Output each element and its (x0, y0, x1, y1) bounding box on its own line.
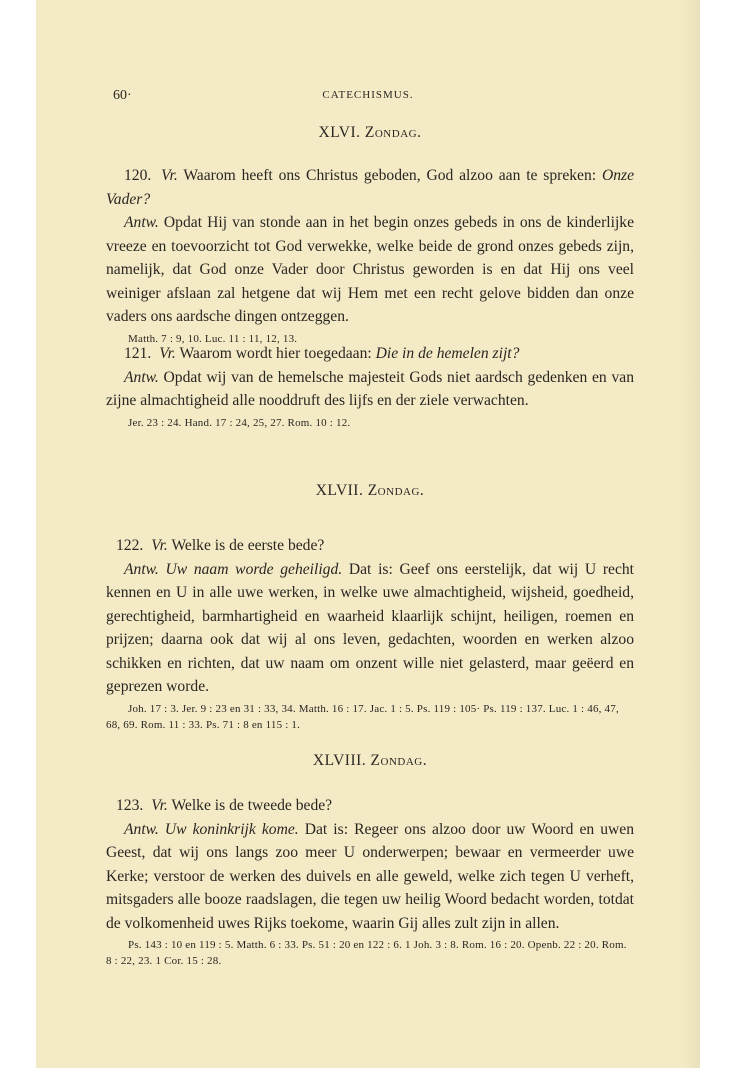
question-label: Vr. (151, 537, 168, 554)
running-title: CATECHISMUS. (322, 89, 414, 101)
question-number: 123. (116, 797, 144, 814)
answer-text: Dat is: Geef ons eerstelijk, dat wij U recht kennen en U in alle uwe werken, in welke uwe almachtigheid, wijsheid, goedheid, gerechtigheid, barmhartigheid en waarheid klaarlijk schijnt, heiligen, roemen en prijzen; daarna ook dat wij al ons leven, gedachten, woorden en werken alzoo schikken en richten, dat uw naam om onzent wille niet gelasterd, maar geëerd en geprezen worde. (106, 560, 634, 695)
heading-roman: XLVIII. (312, 752, 367, 769)
question-120 (106, 164, 634, 347)
section-heading (106, 482, 634, 500)
running-header (106, 88, 630, 108)
question-label: Vr. (161, 167, 178, 184)
scripture-references: Joh. 17 : 3. Jer. 9 : 23 en 31 : 33, 34. Matth. 16 : 17. Jac. 1 : 5. Ps. 119 : 105· Ps. 119 : 137. Luc. 1 : 46, 47, 68, 69. Rom. 11 : 33. Ps. 71 : 8 en 115 : 1. (106, 702, 619, 731)
answer-label: Antw. (124, 214, 159, 231)
answer-label: Antw. (124, 368, 159, 386)
heading-word: Zondag. (370, 752, 428, 769)
section-heading (106, 124, 634, 142)
question-121 (106, 342, 634, 431)
question-italic-text: Onze Vader? (106, 167, 635, 208)
question (106, 794, 634, 818)
question-text: Welke is de tweede bede? (171, 797, 333, 814)
answer-text: Opdat Hij van stonde aan in het begin onzes gebeds in ons de kinderlijke vreeze en toevoorzicht tot God verwekke, welke beide de grond onzes gebeds zijn, namelijk, dat God onze Vader door Christus geworden is en dat Hij ons veel weiniger afslaan zal hetgene dat wij Hem met een recht gelove bidden dan onze vaders ons aardsche dingen ontzeggen. (106, 214, 634, 325)
question (106, 342, 634, 366)
answer-italic-text: Uw naam worde geheiligd. (165, 560, 343, 578)
answer (106, 818, 634, 936)
heading-roman: XLVII. (315, 482, 364, 499)
scripture-references: Jer. 23 : 24. Hand. 17 : 24, 25, 27. Rom. 10 : 12. (128, 416, 351, 429)
answer-label: Antw. (124, 820, 159, 838)
answer-text: Dat is: Regeer ons alzoo door uw Woord en uwen Geest, dat wij ons langs zoo meer U onderwerpen; bewaar en vermeerder uwe Kerke; verstoor de werken des duivels en alle geweld, welke zich tegen U verheft, mitsgaders alle booze raadslagen, die tegen uw heilig Woord bedacht worden, totdat de volkomenheid uwes Rijks toekome, waarin Gij alles zult zijn in allen. (106, 820, 634, 932)
answer-label: Antw. (124, 560, 159, 578)
answer (106, 558, 634, 699)
section-heading (106, 752, 634, 770)
question-number: 121. (124, 345, 152, 362)
question (106, 164, 634, 211)
question-number: 122. (116, 537, 144, 554)
heading-roman: XLVI. (318, 124, 361, 141)
page-number: 60· (113, 88, 132, 103)
scripture-references: Ps. 143 : 10 en 119 : 5. Matth. 6 : 33. Ps. 51 : 20 en 122 : 6. 1 Joh. 3 : 8. Rom. 16 : 20. Openb. 22 : 20. Rom. 8 : 22, 23. 1 Cor. 15 : 28. (106, 939, 627, 967)
question-text: Waarom wordt hier toegedaan: (179, 345, 372, 362)
page-edge-shadow (682, 0, 700, 1068)
section-47 (106, 482, 634, 500)
question-label: Vr. (151, 797, 168, 814)
answer (106, 211, 634, 329)
answer (106, 366, 634, 413)
question-123 (106, 794, 634, 969)
section-48 (106, 752, 634, 770)
question-text: Waarom heeft ons Christus geboden, God alzoo aan te spreken: (183, 167, 597, 184)
book-page (36, 0, 700, 1068)
question-122 (106, 534, 634, 733)
question-italic-text: Die in de hemelen zijt? (375, 345, 520, 362)
scripture-references: Matth. 7 : 9, 10. Luc. 11 : 11, 12, 13. (128, 332, 298, 345)
question-number: 120. (124, 167, 152, 184)
question (106, 534, 634, 558)
question-label: Vr. (159, 345, 176, 362)
question-text: Welke is de eerste bede? (171, 537, 325, 554)
heading-word: Zondag. (367, 482, 425, 499)
section-46 (106, 124, 634, 142)
heading-word: Zondag. (364, 124, 422, 141)
answer-italic-text: Uw koninkrijk kome. (164, 820, 299, 838)
answer-text: Opdat wij van de hemelsche majesteit Gods niet aardsch gedenken en van zijne almachtigheid alle nooddruft des lijfs en der ziele verwachten. (106, 368, 634, 409)
